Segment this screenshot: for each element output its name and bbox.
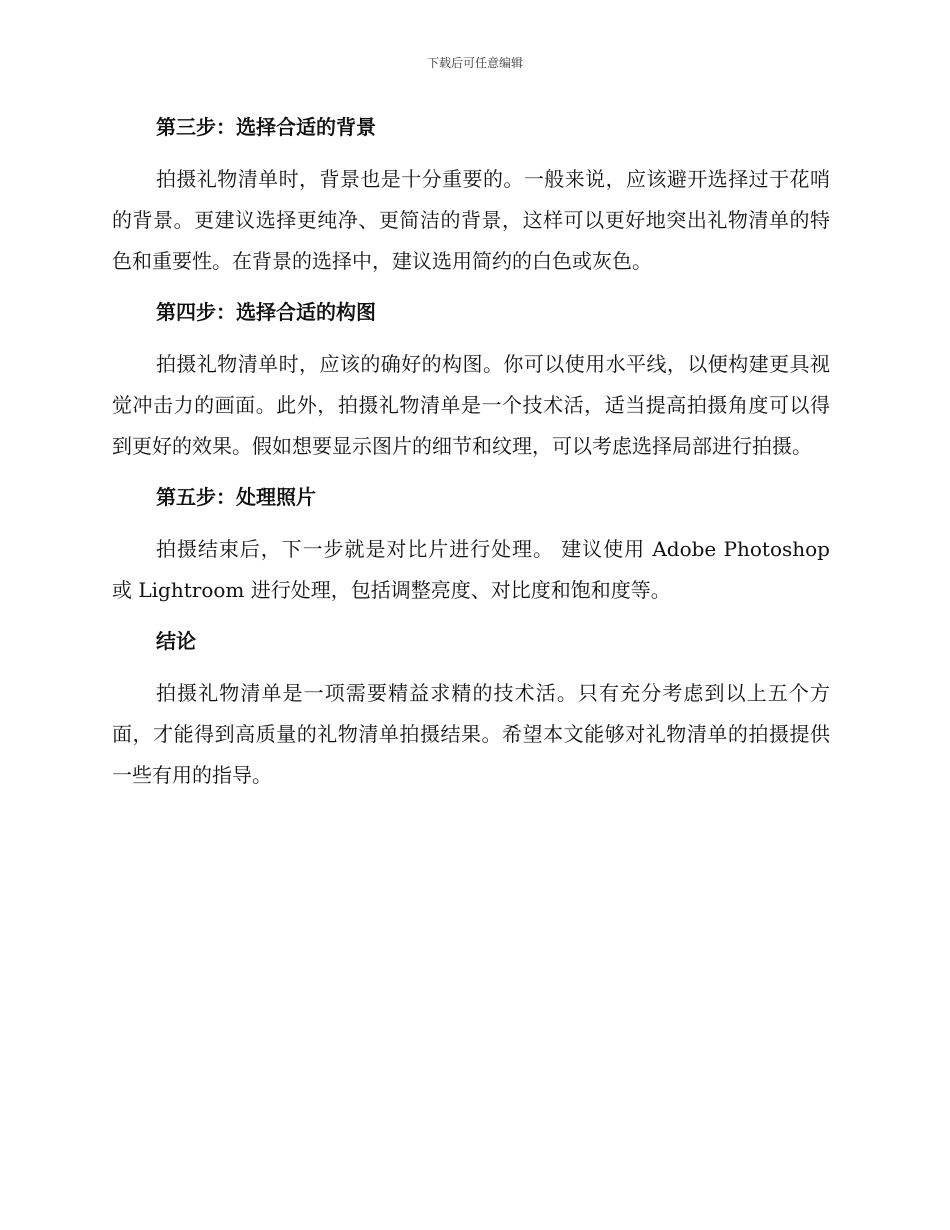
section-step-three — [112, 107, 830, 292]
section-paragraph: 拍摄礼物清单时，背景也是十分重要的。一般来说，应该避开选择过于花哨的背景。更建议选择更纯净、更简洁的背景，这样可以更好地突出礼物清单的特色和重要性。在背景的选择中，建议选用简约的白色或灰色。 — [112, 167, 830, 273]
section-heading: 第五步：处理照片 — [156, 485, 316, 509]
page-header-note: 下载后可任意编辑 — [426, 56, 523, 70]
section-paragraph: 拍摄礼物清单时，应该的确好的构图。你可以使用水平线，以便构建更具视觉冲击力的画面。此外，拍摄礼物清单是一个技术活，适当提高拍摄角度可以得到更好的效果。假如想要显示图片的细节和纹理，可以考虑选择局部进行拍摄。 — [112, 352, 830, 458]
section-step-four — [112, 292, 830, 477]
section-step-five — [112, 477, 830, 621]
section-conclusion — [112, 621, 830, 796]
document-body — [112, 107, 830, 796]
section-heading: 结论 — [156, 629, 196, 653]
section-paragraph: 拍摄结束后，下一步就是对比片进行处理。 建议使用 Adobe Photoshop 或 Lightroom 进行处理，包括调整亮度、对比度和饱和度等。 — [112, 537, 830, 602]
section-heading: 第三步：选择合适的背景 — [156, 115, 376, 139]
section-heading: 第四步：选择合适的构图 — [156, 300, 376, 324]
section-paragraph: 拍摄礼物清单是一项需要精益求精的技术活。只有充分考虑到以上五个方面，才能得到高质量的礼物清单拍摄结果。希望本文能够对礼物清单的拍摄提供一些有用的指导。 — [112, 681, 830, 787]
